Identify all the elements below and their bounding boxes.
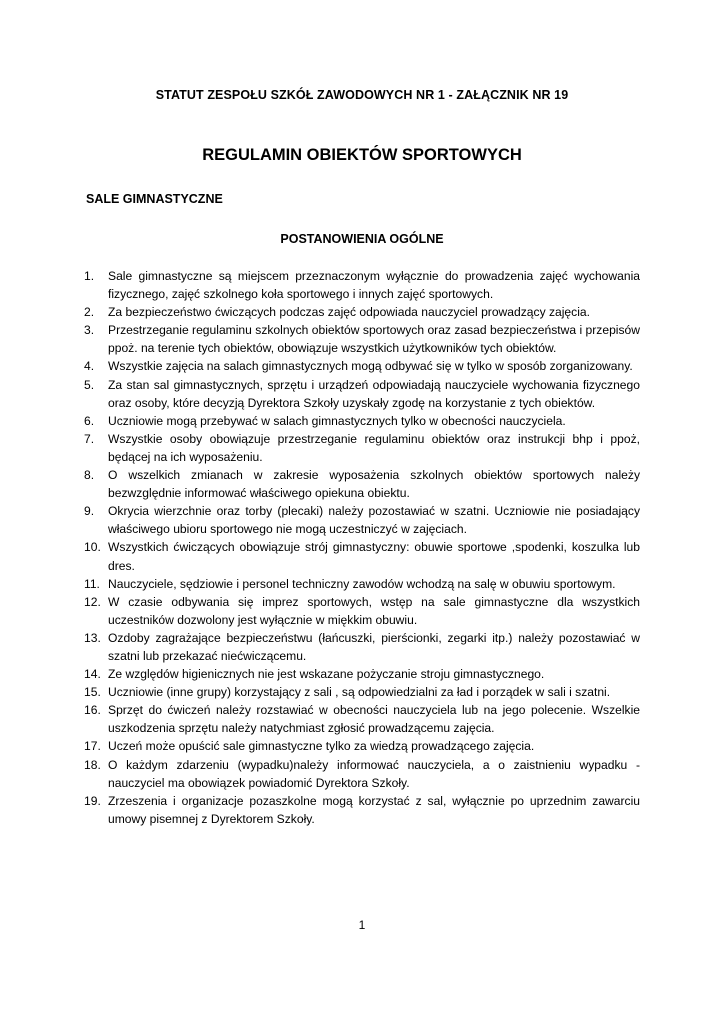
list-item-text: Za bezpieczeństwo ćwiczących podczas zajęć odpowiada nauczyciel prowadzący zajęcia.	[108, 305, 590, 320]
list-item-text: Ze względów higienicznych nie jest wskazane pożyczanie stroju gimnastycznego.	[108, 667, 545, 682]
document-title: REGULAMIN OBIEKTÓW SPORTOWYCH	[202, 146, 522, 164]
list-item	[84, 267, 640, 303]
rules-list	[84, 267, 640, 828]
list-item-number: 6.	[84, 413, 95, 428]
list-item-text: Okrycia wierzchnie oraz torby (plecaki) należy pozostawiać w szatni. Uczniowie nie posiadający właściwego ubioru sportowego nie mogą uczestniczyć w zajęciach.	[108, 504, 640, 537]
list-item	[84, 756, 640, 792]
list-item-text: Wszystkie osoby obowiązuje przestrzeganie regulaminu obiektów oraz instrukcji bhp i ppoż, będącej na ich wyposażeniu.	[108, 431, 640, 464]
list-item	[84, 575, 640, 593]
list-item	[84, 466, 640, 502]
list-item-number: 15.	[84, 685, 101, 700]
list-item-number: 1.	[84, 269, 95, 283]
list-item-number: 18.	[84, 757, 101, 772]
list-item	[84, 357, 640, 375]
list-item-text: Wszystkich ćwiczących obowiązuje strój gimnastyczny: obuwie sportowe ,spodenki, koszulka lub dres.	[108, 540, 640, 573]
list-item-text: W czasie odbywania się imprez sportowych, wstęp na sale gimnastyczne dla wszystkich uczestników dozwolony jest wyłącznie w miękkim obuwiu.	[108, 594, 640, 627]
list-item-number: 12.	[84, 594, 101, 609]
list-item	[84, 737, 640, 755]
list-item-number: 7.	[84, 431, 95, 446]
subsection-heading: POSTANOWIENIA OGÓLNE	[280, 232, 444, 246]
list-item-text: O każdym zdarzeniu (wypadku)należy informować nauczyciela, a o zaistnieniu wypadku - nauczyciel ma obowiązek powiadomić Dyrektora Szkoły.	[108, 757, 640, 790]
list-item-number: 14.	[84, 667, 101, 682]
list-item-text: Uczeń może opuścić sale gimnastyczne tylko za wiedzą prowadzącego zajęcia.	[108, 739, 535, 754]
list-item-number: 8.	[84, 468, 95, 483]
list-item	[84, 629, 640, 665]
document-header: STATUT ZESPOŁU SZKÓŁ ZAWODOWYCH NR 1 - ZAŁĄCZNIK NR 19	[155, 88, 569, 102]
list-item-number: 5.	[84, 377, 95, 392]
list-item	[84, 792, 640, 828]
section-heading: SALE GIMNASTYCZNE	[86, 192, 223, 206]
list-item-text: Uczniowie mogą przebywać w salach gimnastycznych tylko w obecności nauczyciela.	[108, 413, 566, 428]
list-item-number: 10.	[84, 540, 101, 555]
list-item-text: Przestrzeganie regulaminu szkolnych obiektów sportowych oraz zasad bezpieczeństwa i przepisów ppoż. na terenie tych obiektów, obowiązuje wszystkich użytkowników tych obiektów.	[108, 323, 640, 356]
list-item-text: Wszystkie zajęcia na salach gimnastycznych mogą odbywać się w tylko w sposób zorganizowany.	[108, 359, 633, 374]
list-item-number: 19.	[84, 793, 101, 808]
list-item-number: 11.	[84, 576, 100, 591]
list-item-text: Sprzęt do ćwiczeń należy rozstawiać w obecności nauczyciela lub na jego polecenie. Wszelkie uszkodzenia sprzętu należy natychmiast zgłosić prowadzącemu zajęcia.	[108, 703, 640, 736]
list-item	[84, 701, 640, 737]
page-number: 1	[358, 918, 366, 932]
list-item	[84, 430, 640, 466]
list-item-number: 9.	[84, 504, 95, 519]
list-item-text: Zrzeszenia i organizacje pozaszkolne mogą korzystać z sal, wyłącznie po uprzednim zawarciu umowy pisemnej z Dyrektorem Szkoły.	[108, 793, 640, 826]
list-item-text: Nauczyciele, sędziowie i personel techniczny zawodów wchodzą na salę w obuwiu sportowym.	[108, 576, 616, 591]
list-item-number: 16.	[84, 703, 101, 718]
list-item-number: 2.	[84, 305, 95, 320]
list-item	[84, 321, 640, 357]
list-item-text: Sale gimnastyczne są miejscem przeznaczonym wyłącznie do prowadzenia zajęć wychowania fizycznego, zajęć szkolnego koła sportowego i innych zajęć sportowych.	[108, 269, 640, 302]
list-item	[84, 502, 640, 538]
list-item	[84, 538, 640, 574]
list-item	[84, 665, 640, 683]
list-item-number: 4.	[84, 359, 95, 374]
list-item	[84, 412, 640, 430]
list-item-number: 3.	[84, 323, 95, 338]
list-item	[84, 683, 640, 701]
list-item	[84, 593, 640, 629]
list-item-number: 13.	[84, 630, 101, 645]
list-item	[84, 376, 640, 412]
list-item-text: Za stan sal gimnastycznych, sprzętu i urządzeń odpowiadają nauczyciele wychowania fizycznego oraz osoby, które decyzją Dyrektora Szkoły uzyskały zgodę na korzystanie z tych obiektów.	[108, 377, 640, 410]
list-item-number: 17.	[84, 739, 101, 754]
list-item-text: O wszelkich zmianach w zakresie wyposażenia szkolnych obiektów sportowych należy bezwzględnie informować właściwego opiekuna obiektu.	[108, 468, 640, 501]
list-item-text: Ozdoby zagrażające bezpieczeństwu (łańcuszki, pierścionki, zegarki itp.) należy pozostawiać w szatni lub przekazać niećwiczącemu.	[108, 630, 640, 663]
list-item-text: Uczniowie (inne grupy) korzystający z sali , są odpowiedzialni za ład i porządek w sali i szatni.	[108, 685, 611, 700]
list-item	[84, 303, 640, 321]
